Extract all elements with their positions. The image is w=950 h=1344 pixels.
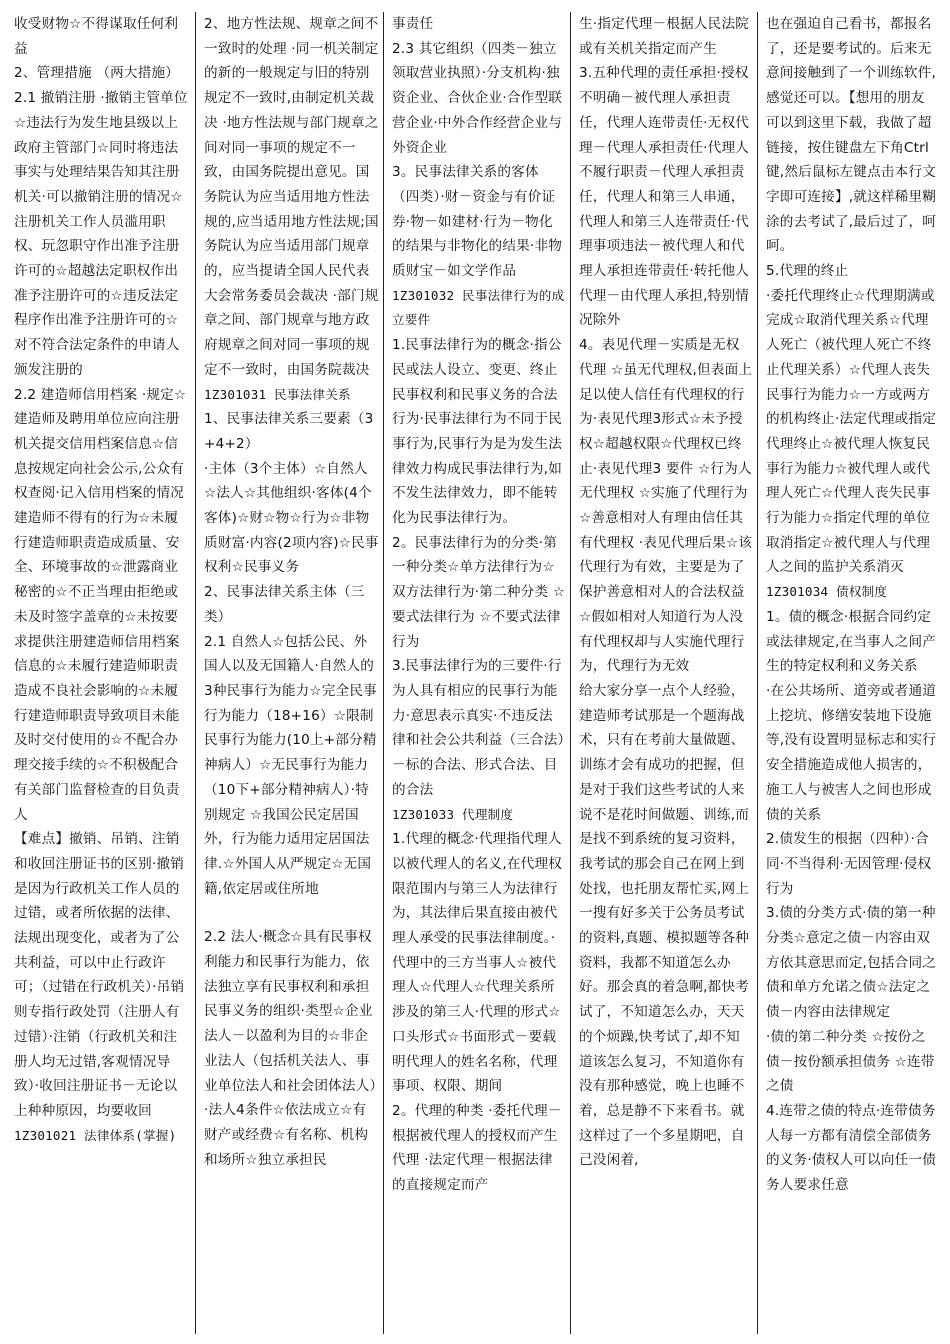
paragraph: 3.债的分类方式·债的第一种分类☆意定之债－内容由双方依其意思而定,包括合同之债和单方允诺之债☆法定之债－内容由法律规定 <box>766 905 937 1021</box>
paragraph: 3.民事法律行为的三要件·行为人具有相应的民事行为能力·意思表示真实·不违反法律和社会公共利益（三合法）－标的合法、形式合法、目的合法 <box>392 658 565 798</box>
paragraph: 收受财物☆不得谋取任何利益 <box>14 16 179 57</box>
paragraph: 生·指定代理－根据人民法院或有关机关指定而产生 <box>579 16 750 57</box>
paragraph: 2.1 自然人☆包括公民、外国人以及无国籍人·自然人的3种民事行为能力☆完全民事行为能力（18+16）☆限制民事行为能力(10上+部分精神病人）☆无民事行为能力（10下+部分精神病人）·特别规定 ☆我国公民定居国外，行为能力适用定居国法律.☆外国人从严规定☆无国籍,依定居或住所地 <box>204 633 377 897</box>
paragraph: 1、民事法律关系三要素（3+4+2） <box>204 411 374 452</box>
text-column-5 <box>757 12 942 1334</box>
section-heading: 1Z301031 民事法律关系 <box>204 386 351 402</box>
paragraph: 1.民事法律行为的概念·指公民或法人设立、变更、终止民事权利和民事义务的合法行为·民事法律行为不同于民事行为,民事行为是为发生法律效力构成民事法律行为,如不发生法律效力，即不能转化为民事法律行为。 <box>392 337 563 527</box>
text-column-3 <box>383 12 570 1334</box>
paragraph: 1.代理的概念·代理指代理人以被代理人的名义,在代理权限范围内与第三人为法律行为，其法律后果直接由被代理人承受的民事法律制度。·代理中的三方当事人☆被代理人☆代理人☆代理关系所涉及的第三人·代理的形式☆口头形式☆书面形式－要载明代理人的姓名名称，代理事项、权限、期间 <box>392 831 563 1095</box>
paragraph: ·委托代理终止☆代理期满或完成☆取消代理关系☆代理人死亡（被代理人死亡不终止代理关系）☆代理人丧失民事行为能力☆一方或两方的机构终止·法定代理或指定代理终止☆被代理人恢复民事行为能力☆被代理人或代理人死亡☆代理人丧失民事行为能力☆指定代理的单位取消指定☆被代理人与代理人之间的监护关系消灭 <box>766 287 937 576</box>
paragraph: 2。代理的种类 ·委托代理－根据被代理人的授权而产生代理 ·法定代理－根据法律的直接规定而产 <box>392 1102 562 1194</box>
paragraph: 建造师不得有的行为☆未履行建造师职责造成质量、安全、环境事故的☆泄露商业秘密的☆不正当理由拒绝或未及时签字盖章的☆未按要求提供注册建造师信用档案信息的☆未履行建造师职责造成不良社会影响的☆未履行建造师职责导致项目未能及时交付使用的☆不配合办理交接手续的☆不积极配合有关部门监督检查的目负责人 <box>14 510 180 823</box>
difficulty-note: 【难点】撤销、吊销、注销和收回注册证书的区别·撤销是因为行政机关工作人员的过错，或者所依据的法律、法规出现变化，或者为了公共利益，可以中止行政许可；（过错在行政机关）·吊销则专指行政处罚（注册人有过错）·注销（行政机关和注册人均无过错,客观情况导致）·收回注册证书－无论以上种种原因，均要收回 <box>14 831 185 1119</box>
paragraph: 事责任 <box>392 16 434 32</box>
text-column-4 <box>570 12 757 1334</box>
paragraph: 2。民事法律行为的分类·第一种分类☆单方法律行为☆双方法律行为·第二种分类 ☆要式法律行为 ☆不要式法律行为 <box>392 534 566 650</box>
paragraph: 给大家分享一点个人经验，建造师考试那是一个题海战术，只有在考前大量做题、训练才会有成功的把握，但是对于我们这些考试的人来说不是花时间做题、训练,而是找不到系统的复习资料，我考试的那会自己在网上到处找，也托朋友帮忙买,网上一搜有好多关于公务员考试的资料,真题、模拟题等各种资料，我都不知道怎么办好。那会真的着急啊,都快考试了，不知道怎么办，天天的个烦躁,快考试了,却不知道该怎么复习，不知道你有没有那种感觉，晚上也睡不着，总是静不下来看书。就这样过了一个多星期吧，自己没闲着, <box>579 682 750 1169</box>
paragraph: 1。债的概念·根据合同约定或法律规定,在当事人之间产生的特定权利和义务关系 <box>766 608 937 675</box>
document-page <box>8 12 942 1334</box>
paragraph: 2、地方性法规、规章之间不一致时的处理 ·同一机关制定的新的一般规定与旧的特别规定不一致时,由制定机关裁决 ·地方性法规与部门规章之间对同一事项的规定不一致，由国务院提出意见。国务院认为应当适用地方性法规的,应当适用地方性法规;国务院认为应当适用部门规章的，应当提请全国人民代表大会常务委员会裁决 ·部门规章之间、部门规章与地方政府规章之间对同一事项的规定不一致时，由国务院裁决 <box>204 16 379 378</box>
paragraph: 2.1 撤销注册 ·撤销主管单位☆违法行为发生地县级以上政府主管部门☆同时将违法事实与处理结果告知其注册机关·可以撤销注册的情况☆注册机关工作人员滥用职权、玩忽职守作出准予注册许可的☆超越法定职权作出准予注册许可的☆违反法定程序作出准予注册许可的☆对不符合法定条件的申请人颁发注册的 <box>14 90 188 378</box>
paragraph: 3。民事法律关系的客体（四类）·财－资金与有价证券·物－如建材·行为－物化的结果与非物化的结果·非物质财宝－如文学作品 <box>392 164 563 280</box>
section-heading: 1Z301021 法律体系(掌握) <box>14 1127 177 1143</box>
paragraph: ·债的第二种分类 ☆按份之债－按份额承担债务 ☆连带之债 <box>766 1028 935 1095</box>
section-heading: 1Z301032 民事法律行为的成立要件 <box>392 287 565 328</box>
paragraph: 4.连带之债的特点·连带债务人每一方都有清偿全部债务的义务·债权人可以向任一债务人要求任意 <box>766 1102 937 1194</box>
paragraph: 4。表见代理－实质是无权代理 ☆虽无代理权,但表面上足以使人信任有代理权的行为·表见代理3形式☆未予授权☆超越权限☆代理权已终止·表见代理3 要件 ☆行为人无代理权 ☆实施了代理行为 ☆善意相对人有理由信任其有代理权 ·表见代理后果☆该代理行为有效，主要是为了保护善意相对人的合法权益☆假如相对人知道行为人没有代理权却与人实施代理行为，代理行为无效 <box>579 337 753 675</box>
text-column-2 <box>195 12 383 1334</box>
paragraph: 也在强迫自己看书，都报名了，还是要考试的。后来无意间接触到了一个训练软件,感觉还可以。【想用的朋友可以到这里下载，我做了超链接，按住键盘左下角Ctrl键,然后鼠标左键点击本行文字即可连接】,就这样稀里糊涂的去考试了,最后过了，呵呵。 <box>766 16 937 255</box>
section-heading: 5.代理的终止 <box>766 263 849 280</box>
paragraph: 2、民事法律关系主体（三类） <box>204 584 365 625</box>
paragraph: 3.五种代理的责任承担·授权不明确－被代理人承担责任，代理人连带责任·无权代理－代理人承担责任·代理人不履行职责－代理人承担责任，代理人和第三人串通，代理人和第三人连带责任·代理事项违法－被代理人和代理人承担连带责任·转托他人代理－由代理人承担,特别情况除外 <box>579 65 750 329</box>
paragraph: 2.3 其它组织（四类－独立领取营业执照）·分支机构·独资企业、合伙企业·合作型联营企业·中外合作经营企业与外资企业 <box>392 40 563 156</box>
section-heading: 1Z301034 债权制度 <box>766 584 888 600</box>
paragraph: ·在公共场所、道旁或者通道上挖坑、修缮安装地下设施等,没有设置明显标志和实行安全措施造成他人损害的，施工人与被害人之间也形成债的关系 <box>766 682 937 823</box>
section-heading: 2、管理措施 （两大措施） <box>14 65 180 82</box>
section-heading: 1Z301033 代理制度 <box>392 806 514 822</box>
paragraph: 2.债发生的根据（四种）·合同·不当得利·无因管理·侵权行为 <box>766 831 932 897</box>
paragraph: ·主体（3个主体）☆自然人☆法人☆其他组织·客体(4个客体)☆财☆物☆行为☆非物质财富·内容(2项内容)☆民事权利☆民事义务 <box>204 460 379 576</box>
text-column-1 <box>8 12 195 1334</box>
paragraph: 2.2 法人·概念☆具有民事权利能力和民事行为能力，依法独立享有民事权利和承担民事义务的组织·类型☆企业法人－以盈利为目的☆非企业法人（包括机关法人、事业单位法人和社会团体法人）·法人4条件☆依法成立☆有财产或经费☆有名称、机构和场所☆独立承担民 <box>204 929 377 1168</box>
blank-line <box>204 901 379 925</box>
paragraph: 2.2 建造师信用档案 ·规定☆建造师及聘用单位应向注册机关提交信用档案信息☆信息按规定向社会公示,公众有权查阅·记入信用档案的情况 <box>14 386 187 502</box>
